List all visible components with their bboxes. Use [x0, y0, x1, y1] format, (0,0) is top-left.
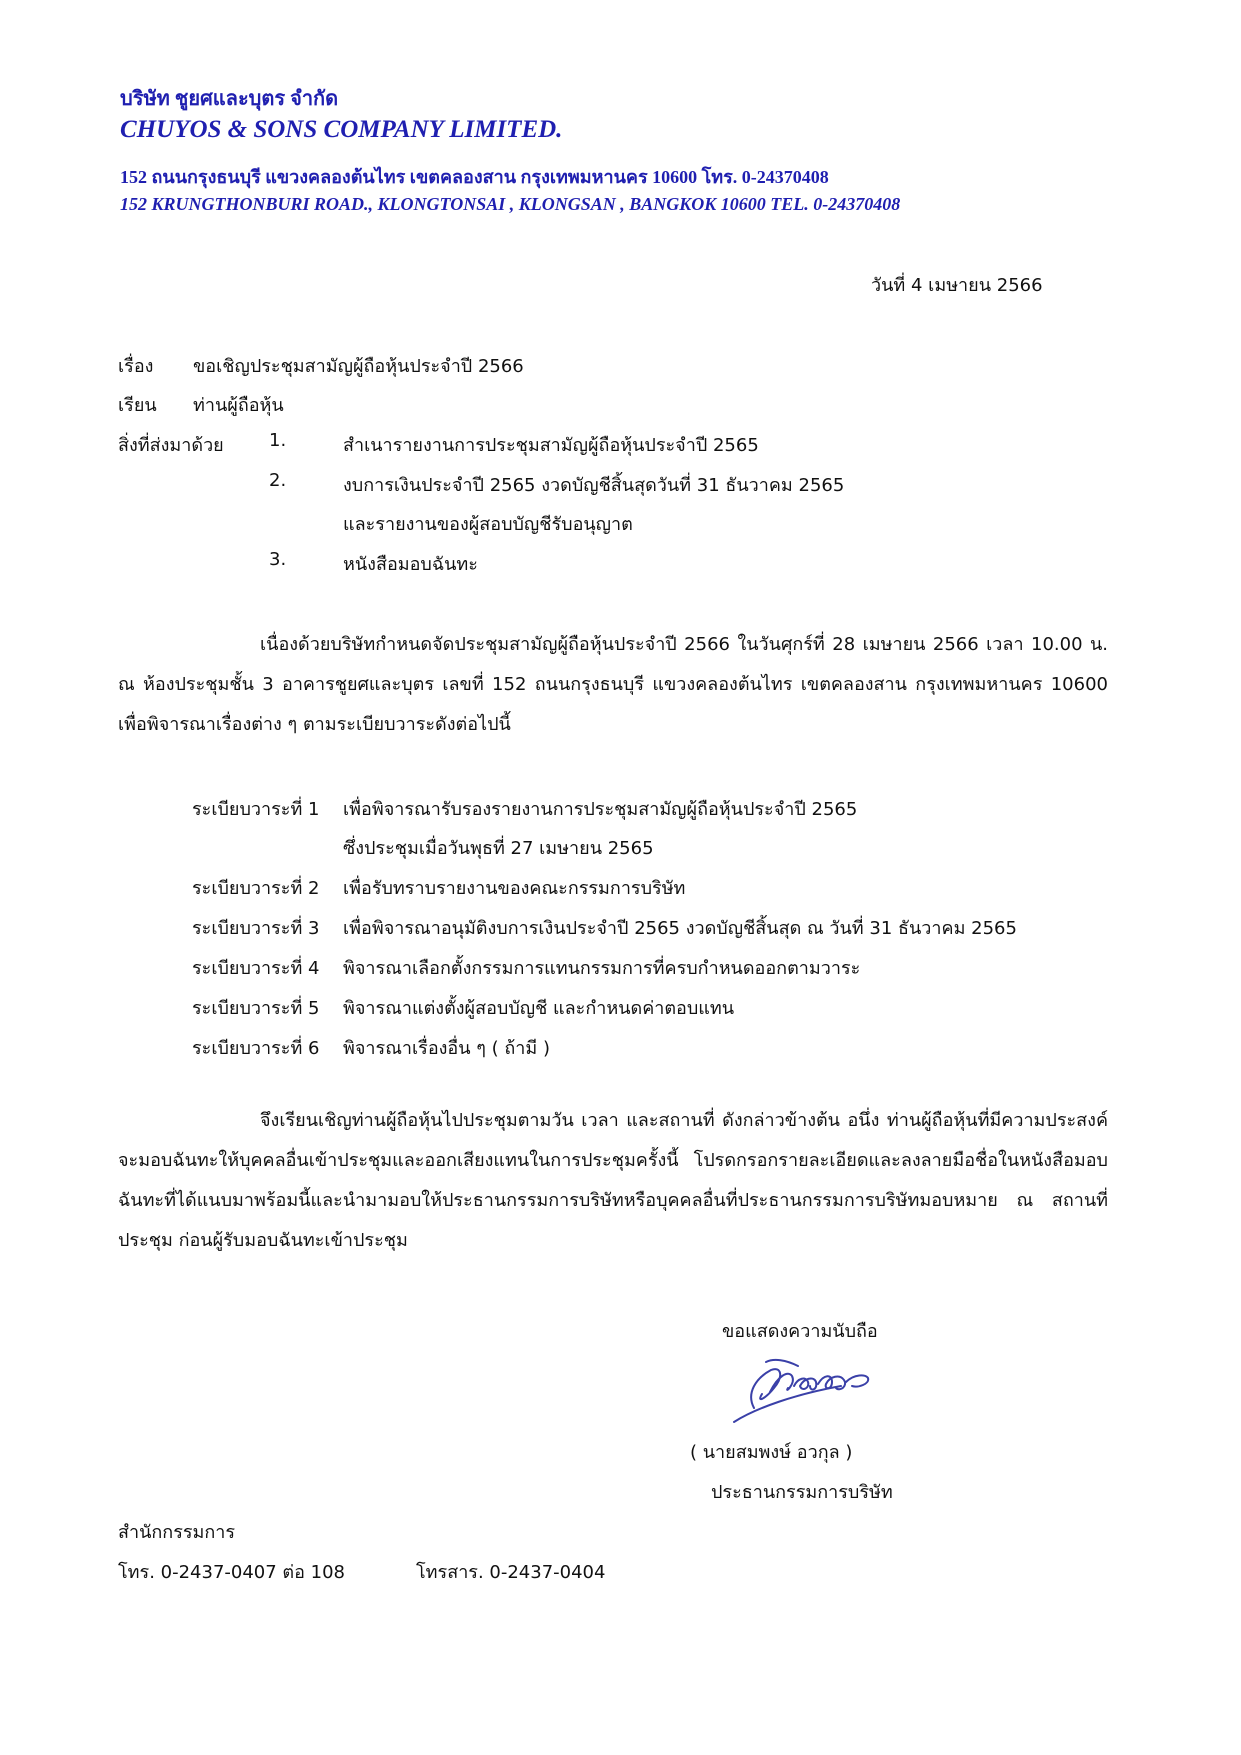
- enclosure-item: สำเนารายงานการประชุมสามัญผู้ถือหุ้นประจำปี 2565: [343, 435, 759, 456]
- company-name-english: CHUYOS & SONS COMPANY LIMITED.: [120, 116, 563, 143]
- to-label: เรียน: [118, 395, 157, 416]
- office-label: สำนักกรรมการ: [118, 1522, 236, 1543]
- subject-label: เรื่อง: [118, 356, 154, 377]
- agenda-text: พิจารณาเรื่องอื่น ๆ ( ถ้ามี ): [343, 1038, 550, 1059]
- agenda-label: ระเบียบวาระที่ 2: [192, 878, 320, 899]
- to-value: ท่านผู้ถือหุ้น: [193, 395, 284, 416]
- enclosure-number: 3.: [269, 549, 287, 570]
- agenda-text-continued: ซึ่งประชุมเมื่อวันพุธที่ 27 เมษายน 2565: [343, 838, 654, 859]
- agenda-text: เพื่อพิจารณาอนุมัติงบการเงินประจำปี 2565 งวดบัญชีสิ้นสุด ณ วันที่ 31 ธันวาคม 2565: [343, 918, 1017, 939]
- enclosure-number: 1.: [269, 430, 287, 451]
- subject-value: ขอเชิญประชุมสามัญผู้ถือหุ้นประจำปี 2566: [193, 356, 524, 377]
- agenda-label: ระเบียบวาระที่ 1: [192, 799, 320, 820]
- agenda-label: ระเบียบวาระที่ 4: [192, 958, 320, 979]
- company-address-thai: 152 ถนนกรุงธนบุรี แขวงคลองต้นไทร เขตคลองสาน กรุงเทพมหานคร 10600 โทร. 0-24370408: [120, 167, 829, 187]
- letter-date: วันที่ 4 เมษายน 2566: [871, 275, 1043, 296]
- signatory-name: ( นายสมพงษ์ อวกุล ): [690, 1442, 853, 1463]
- intro-paragraph-text: เนื่องด้วยบริษัทกำหนดจัดประชุมสามัญผู้ถือหุ้นประจำปี 2566 ในวันศุกร์ที่ 28 เมษายน 2566 เวลา 10.00 น. ณ ห้องประชุมชั้น 3 อาคารชูยศและบุตร เลขที่ 152 ถนนกรุงธนบุรี แขวงคลองต้นไทร เขตคลองสาน กรุงเทพมหานคร 10600 เพื่อพิจารณาเรื่องต่าง ๆ ตามระเบียบวาระดังต่อไปนี้: [118, 634, 1108, 735]
- intro-paragraph: [118, 625, 1108, 745]
- company-address-english: 152 KRUNGTHONBURI ROAD., KLONGTONSAI , KLONGSAN , BANGKOK 10600 TEL. 0-24370408: [120, 194, 901, 214]
- agenda-text: พิจารณาเลือกตั้งกรรมการแทนกรรมการที่ครบกำหนดออกตามวาระ: [343, 958, 861, 979]
- agenda-label: ระเบียบวาระที่ 6: [192, 1038, 320, 1059]
- office-phone: โทร. 0-2437-0407 ต่อ 108: [118, 1562, 346, 1583]
- enclosures-label: สิ่งที่ส่งมาด้วย: [118, 435, 224, 456]
- agenda-label: ระเบียบวาระที่ 3: [192, 918, 320, 939]
- office-fax: โทรสาร. 0-2437-0404: [416, 1562, 606, 1583]
- closing-paragraph: [118, 1101, 1108, 1261]
- enclosure-item: งบการเงินประจำปี 2565 งวดบัญชีสิ้นสุดวันที่ 31 ธันวาคม 2565: [343, 475, 845, 496]
- closing-paragraph-text: จึงเรียนเชิญท่านผู้ถือหุ้นไปประชุมตามวัน เวลา และสถานที่ ดังกล่าวข้างต้น อนึ่ง ท่านผู้ถือหุ้นที่มีความประสงค์จะมอบฉันทะให้บุคคลอื่นเข้าประชุมและออกเสียงแทนในการประชุมครั้งนี้ โปรดกรอกรายละเอียดและลงลายมือชื่อในหนังสือมอบฉันทะที่ได้แนบมาพร้อมนี้และนำมามอบให้ประธานกรรมการบริษัทหรือบุคคลอื่นที่ประธานกรรมการบริษัทมอบหมาย ณ สถานที่ประชุม ก่อนผู้รับมอบฉันทะเข้าประชุม: [118, 1110, 1108, 1251]
- agenda-text: เพื่อรับทราบรายงานของคณะกรรมการบริษัท: [343, 878, 686, 899]
- signature-image: [726, 1348, 886, 1428]
- enclosure-item-continued: และรายงานของผู้สอบบัญชีรับอนุญาต: [343, 514, 633, 535]
- signatory-title: ประธานกรรมการบริษัท: [711, 1482, 893, 1503]
- agenda-text: พิจารณาแต่งตั้งผู้สอบบัญชี และกำหนดค่าตอบแทน: [343, 998, 735, 1019]
- agenda-label: ระเบียบวาระที่ 5: [192, 998, 320, 1019]
- enclosure-number: 2.: [269, 470, 287, 491]
- agenda-text: เพื่อพิจารณารับรองรายงานการประชุมสามัญผู้ถือหุ้นประจำปี 2565: [343, 799, 858, 820]
- enclosure-item: หนังสือมอบฉันทะ: [343, 554, 478, 575]
- company-name-thai: บริษัท ชูยศและบุตร จำกัด: [120, 88, 339, 110]
- regards: ขอแสดงความนับถือ: [722, 1321, 878, 1342]
